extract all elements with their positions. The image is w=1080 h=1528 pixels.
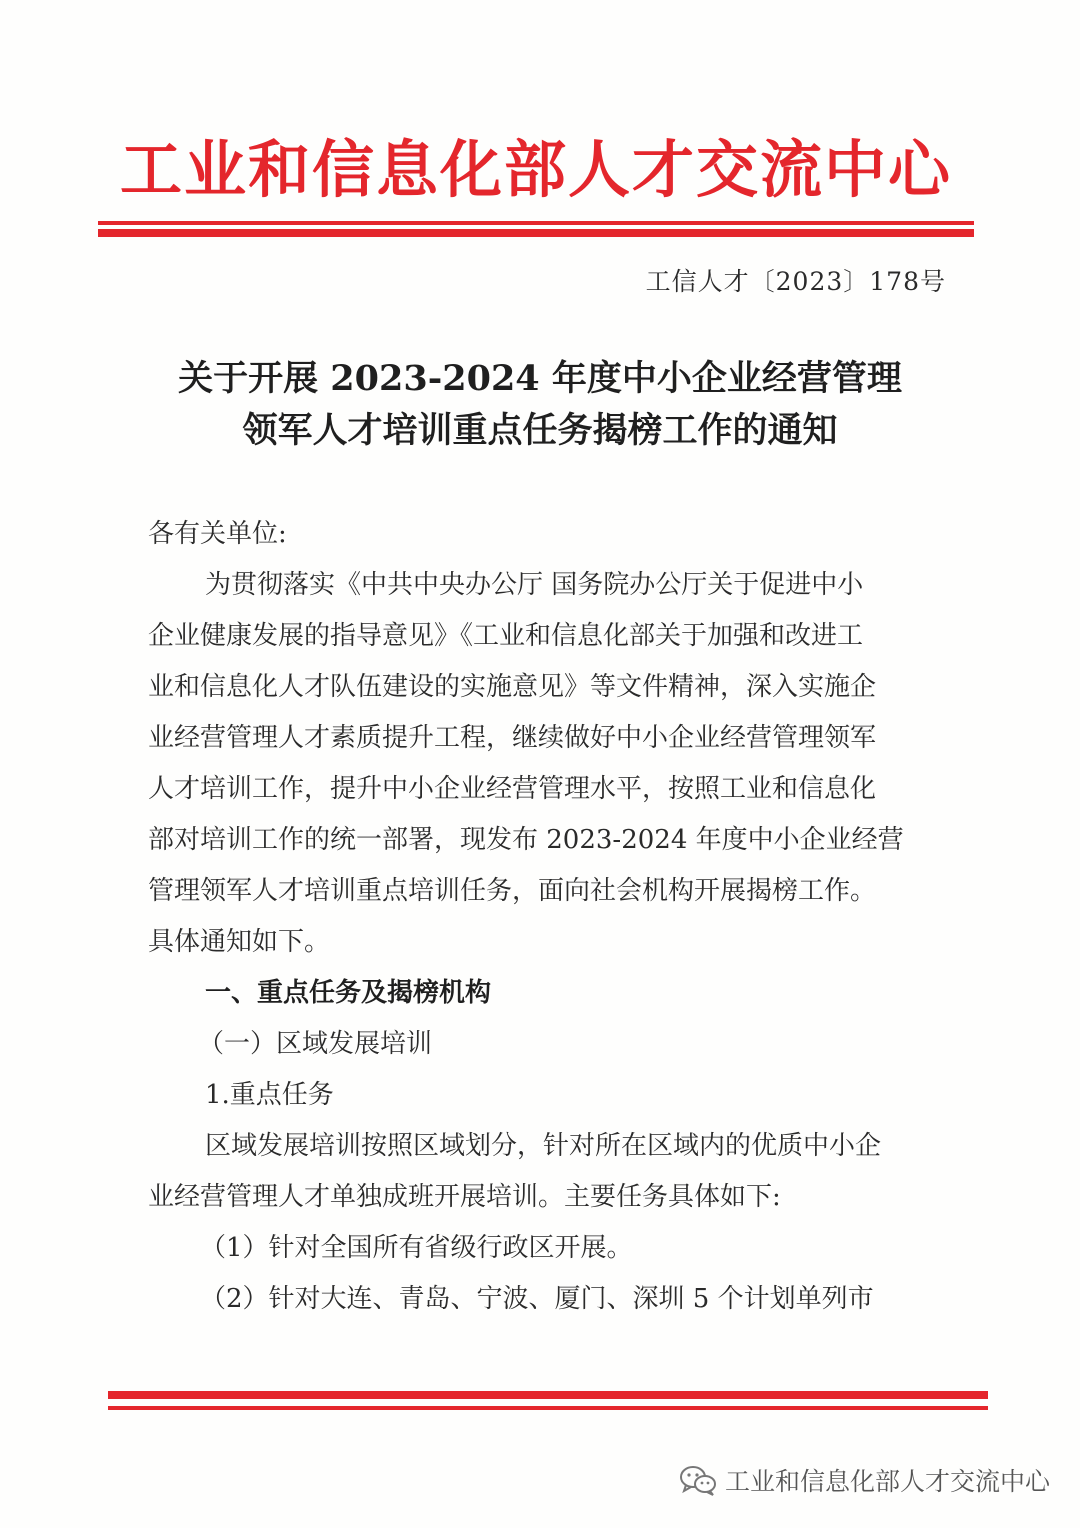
paragraph-line: 为贯彻落实《中共中央办公厅 国务院办公厅关于促进中小 <box>205 570 864 600</box>
title-line-1: 关于开展 2023-2024 年度中小企业经营管理 <box>178 358 902 399</box>
paragraph-line: 企业健康发展的指导意见》《工业和信息化部关于加强和改进工 <box>148 621 864 651</box>
header-rule-thin <box>98 221 974 225</box>
paragraph-line: 人才培训工作，提升中小企业经营管理水平，按照工业和信息化 <box>148 774 877 804</box>
list-item: （2）针对大连、青岛、宁波、厦门、深圳 5 个计划单列市 <box>200 1284 874 1314</box>
org-header: 工业和信息化部人才交流中心 <box>119 133 952 206</box>
paragraph-line: 管理领军人才培训重点培训任务，面向社会机构开展揭榜工作。 <box>148 876 877 906</box>
watermark-text: 工业和信息化部人才交流中心 <box>724 1467 1050 1496</box>
wechat-icon <box>679 1464 717 1496</box>
header-rule-thick <box>98 229 974 237</box>
footer-rule-thin <box>108 1406 988 1410</box>
paragraph-line: 部对培训工作的统一部署，现发布 2023-2024 年度中小企业经营 <box>148 825 904 855</box>
subsection-heading: （一）区域发展培训 <box>198 1029 433 1059</box>
paragraph-line: 业经营管理人才单独成班开展培训。主要任务具体如下: <box>148 1182 781 1212</box>
paragraph-line: 业经营管理人才素质提升工程，继续做好中小企业经营管理领军 <box>148 723 877 753</box>
item-heading: 1.重点任务 <box>205 1080 334 1110</box>
doc-number: 工信人才〔2023〕178号 <box>645 267 946 296</box>
title-line-2: 领军人才培训重点任务揭榜工作的通知 <box>242 410 838 451</box>
salutation: 各有关单位: <box>148 519 287 549</box>
list-item: （1）针对全国所有省级行政区开展。 <box>200 1233 633 1263</box>
section-heading: 一、重点任务及揭榜机构 <box>205 978 492 1008</box>
footer-rule-thick <box>108 1391 988 1399</box>
paragraph-line: 业和信息化人才队伍建设的实施意见》等文件精神，深入实施企 <box>148 672 877 702</box>
paragraph-line: 具体通知如下。 <box>148 927 331 957</box>
watermark <box>679 1462 1050 1498</box>
paragraph-line: 区域发展培训按照区域划分，针对所在区域内的优质中小企 <box>205 1131 882 1161</box>
